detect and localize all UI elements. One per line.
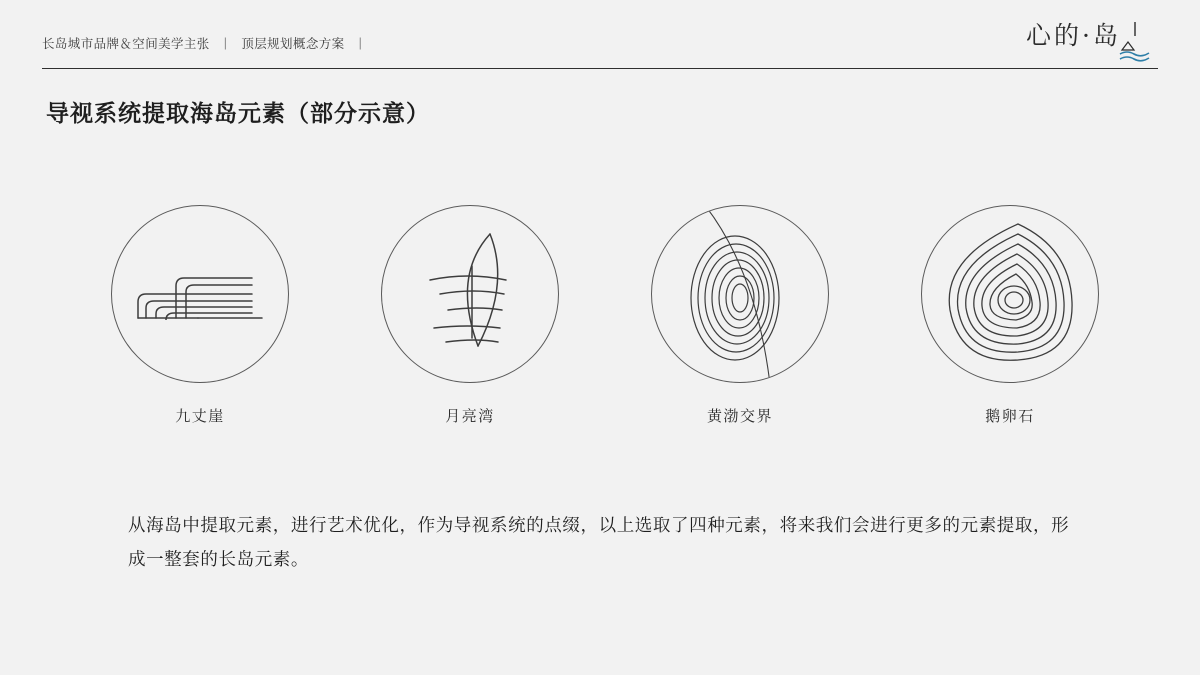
icon-gallery bbox=[100, 205, 1110, 426]
brand-logo-text: 心的·岛 bbox=[1026, 21, 1121, 50]
brand-logo bbox=[1026, 16, 1158, 70]
moon-bay-icon bbox=[381, 205, 559, 383]
header-separator-2: | bbox=[358, 36, 363, 50]
sea-boundary-icon bbox=[651, 205, 829, 383]
page-title: 导视系统提取海岛元素（部分示意） bbox=[46, 100, 430, 126]
icon-label: 黄渤交界 bbox=[706, 407, 773, 425]
icon-item-pebble[interactable] bbox=[910, 205, 1110, 426]
island-wave-mark-icon bbox=[1118, 20, 1152, 64]
icon-label: 月亮湾 bbox=[445, 407, 495, 425]
cliff-terrace-icon bbox=[111, 205, 289, 383]
slide-caption: 从海岛中提取元素，进行艺术优化，作为导视系统的点缀，以上选取了四种元素，将来我们会进行更多的元素提取，形成一整套的长岛元素。 bbox=[128, 515, 1070, 569]
pebble-stone-icon bbox=[921, 205, 1099, 383]
header-breadcrumb bbox=[42, 34, 376, 52]
icon-label: 九丈崖 bbox=[175, 407, 225, 425]
icon-item-boundary[interactable] bbox=[640, 205, 840, 426]
header-separator-1: | bbox=[223, 36, 228, 50]
header-divider bbox=[42, 68, 1158, 69]
icon-label: 鹅卵石 bbox=[985, 407, 1035, 425]
slide-header bbox=[42, 21, 1158, 74]
header-meta-left: 长岛城市品牌＆空间美学主张 bbox=[42, 37, 210, 51]
icon-item-cliff[interactable] bbox=[100, 205, 300, 426]
header-meta-mid: 顶层规划概念方案 bbox=[241, 37, 345, 51]
icon-item-moonbay[interactable] bbox=[370, 205, 570, 426]
